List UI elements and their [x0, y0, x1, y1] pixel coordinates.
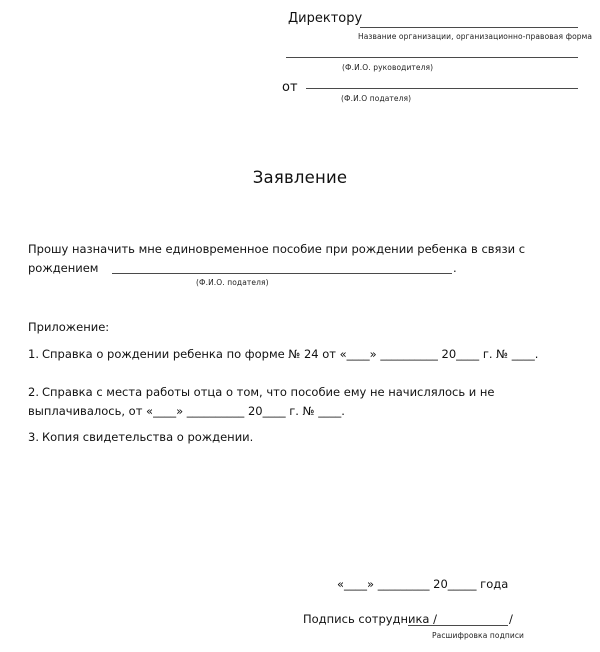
signature-transcript-rule[interactable] [408, 625, 508, 626]
applicant-name-caption: (Ф.И.О подателя) [341, 94, 412, 103]
attachment-item-1-number: 1. [28, 347, 39, 361]
attachment-item-3-text: Копия свидетельства о рождении. [42, 430, 254, 444]
addressee-label: Директору [288, 11, 363, 26]
statement-line-1: Прошу назначить мне единовременное пособие при рождении ребенка в связи с [28, 242, 526, 256]
attachment-item-2-text-line-2: выплачивалось, от «____» __________ 20____ г. № ____. [28, 404, 345, 418]
head-name-rule[interactable] [286, 57, 578, 58]
attachment-item-2-text-line-1: Справка с места работы отца о том, что пособие ему не начислялось и не [42, 385, 495, 399]
signature-date-line[interactable]: «____» _________ 20_____ года [337, 577, 509, 591]
signature-slash-close: / [509, 612, 513, 626]
page-title: Заявление [252, 168, 348, 187]
organization-name-rule[interactable] [360, 27, 578, 28]
organization-name-caption: Название организации, организационно-правовая форма [358, 32, 593, 41]
statement-line-2-suffix: . [453, 261, 457, 275]
statement-line-2-prefix: рождением [28, 261, 99, 275]
birth-name-rule[interactable] [112, 273, 452, 274]
statement-applicant-caption: (Ф.И.О. подателя) [196, 278, 269, 287]
signature-transcript-caption: Расшифровка подписи [432, 631, 525, 640]
applicant-name-rule[interactable] [306, 88, 578, 89]
attachment-item-2-number: 2. [28, 385, 39, 399]
attachments-heading: Приложение: [28, 320, 110, 334]
head-name-caption: (Ф.И.О. руководителя) [342, 63, 434, 72]
attachment-item-3-number: 3. [28, 430, 39, 444]
signature-label: Подпись сотрудника / [303, 612, 438, 626]
document-header [0, 0, 600, 115]
attachment-item-1-text: Справка о рождении ребенка по форме № 24 от «____» __________ 20____ г. № ____. [42, 347, 539, 361]
from-label: от [282, 80, 298, 95]
